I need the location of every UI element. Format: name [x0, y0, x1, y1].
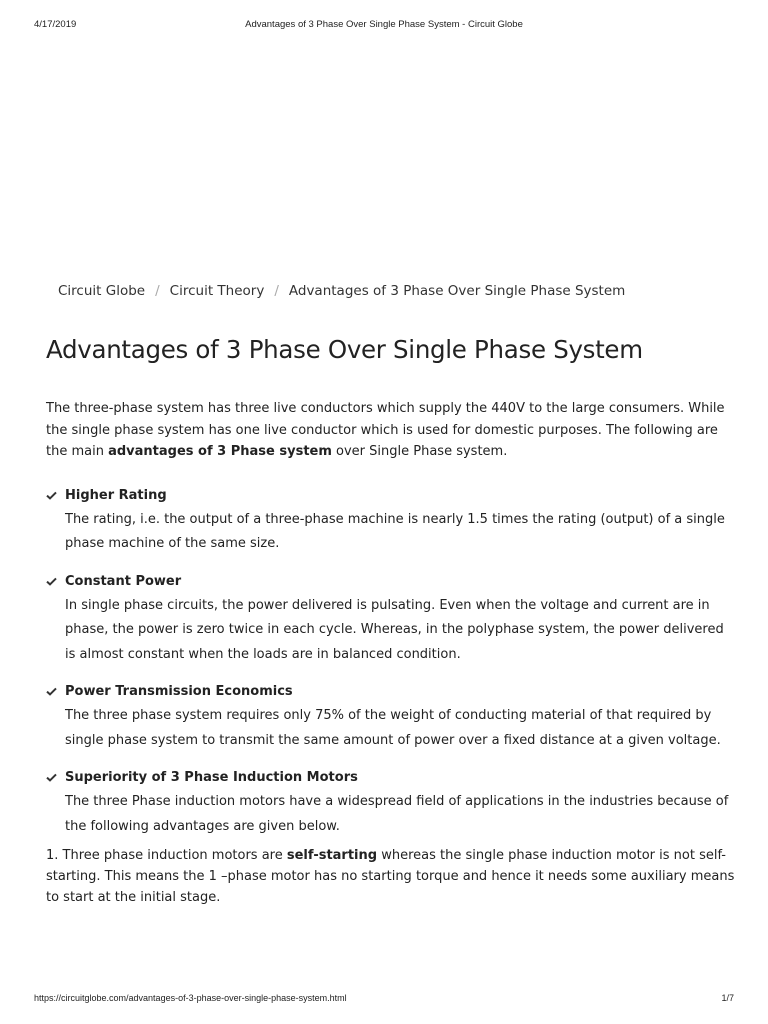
check-icon [46, 577, 57, 586]
page-title: Advantages of 3 Phase Over Single Phase System [46, 335, 643, 364]
print-url: https://circuitglobe.com/advantages-of-3-phase-over-single-phase-system.html [34, 993, 347, 1003]
intro-bold-phrase: advantages of 3 Phase system [108, 444, 332, 459]
advantage-heading: Higher Rating [46, 485, 736, 507]
advantage-item [46, 767, 736, 839]
breadcrumb-separator: / [274, 283, 279, 299]
breadcrumb [58, 283, 625, 299]
numbered-point: 1. Three phase induction motors are self-starting whereas the single phase induction motor is not self-starting. This means the 1 –phase motor has no starting torque and hence it needs some auxiliary means to start at the initial stage. [46, 848, 735, 905]
print-header [0, 19, 768, 33]
advantage-item [46, 571, 736, 668]
print-footer [0, 993, 768, 1007]
advantage-heading: Constant Power [46, 571, 736, 593]
advantage-description: The rating, i.e. the output of a three-phase machine is nearly 1.5 times the rating (output) of a single phase machine of the same size. [65, 511, 725, 551]
breadcrumb-item-current: Advantages of 3 Phase Over Single Phase System [288, 283, 626, 299]
article-content [46, 398, 736, 908]
page-number: 1/7 [721, 993, 734, 1003]
check-icon [46, 687, 57, 696]
advantage-description: The three phase system requires only 75% of the weight of conducting material of that required by single phase system to transmit the same amount of power over a fixed distance at a given voltage. [65, 708, 721, 748]
advantage-item [46, 681, 736, 753]
advantage-heading: Power Transmission Economics [46, 681, 736, 703]
breadcrumb-item-circuit-globe[interactable]: Circuit Globe [58, 283, 146, 299]
advantage-heading: Superiority of 3 Phase Induction Motors [46, 767, 736, 789]
advantage-description: The three Phase induction motors have a widespread field of applications in the industries because of the following advantages are given below. [65, 794, 729, 834]
print-date: 4/17/2019 [34, 19, 77, 30]
check-icon [46, 491, 57, 500]
check-icon [46, 773, 57, 782]
breadcrumb-item-circuit-theory[interactable]: Circuit Theory [169, 283, 265, 299]
advantage-description: In single phase circuits, the power delivered is pulsating. Even when the voltage and current are in phase, the power is zero twice in each cycle. Whereas, in the polyphase system, the power delivered is almost constant when the loads are in balanced condition. [65, 597, 724, 662]
self-starting-bold: self-starting [286, 848, 378, 863]
breadcrumb-separator: / [155, 283, 160, 299]
print-page-title: Advantages of 3 Phase Over Single Phase System - Circuit Globe [245, 19, 523, 30]
intro-paragraph: The three-phase system has three live conductors which supply the 440V to the large consumers. While the single phase system has one live conductor which is used for domestic purposes. The following are the main advantages of 3 Phase system over Single Phase system. [46, 401, 725, 459]
advantage-item [46, 485, 736, 557]
